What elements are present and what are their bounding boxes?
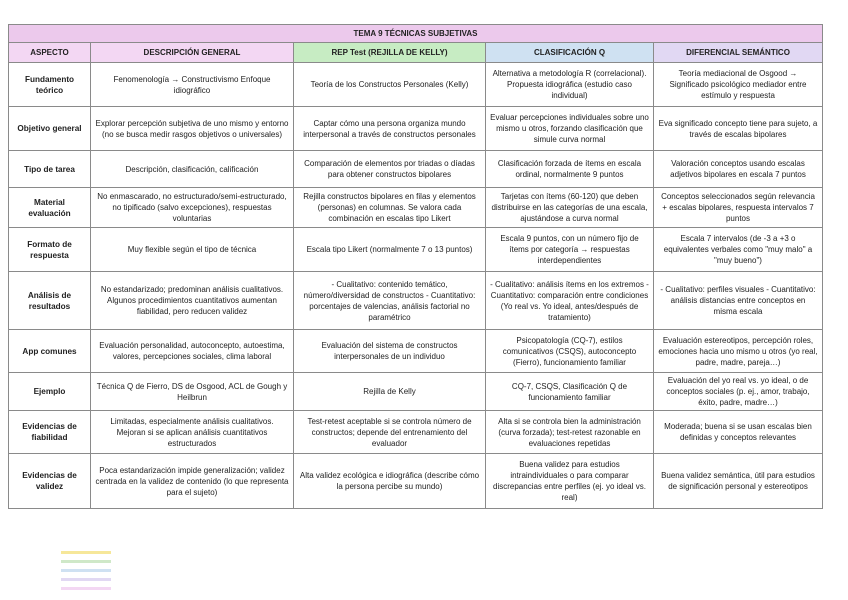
rep-cell: Captar cómo una persona organiza mundo interpersonal a través de constructos personales: [294, 107, 486, 151]
dif-cell: Evaluación estereotipos, percepción roles, emociones hacia uno mismo u otros (yo real, padre, madre, pareja…): [654, 330, 823, 373]
legend-line-2: [58, 559, 111, 564]
header-row: [9, 43, 823, 63]
desc-cell: Evaluación personalidad, autoconcepto, autoestima, valores, percepciones sociales, clima laboral: [91, 330, 294, 373]
dif-cell: Conceptos seleccionados según relevancia + escalas bipolares, respuesta intervalos 7 puntos: [654, 188, 823, 228]
table-row: [9, 454, 823, 509]
title-row: [9, 25, 823, 43]
dif-cell: Moderada; buena si se usan escalas bien definidas y conceptos relevantes: [654, 411, 823, 454]
rep-cell: Rejilla constructos bipolares en filas y elementos (personas) en columnas. Se valora cada combinación en escalas tipo Likert: [294, 188, 486, 228]
aspect-cell: Fundamento teórico: [9, 63, 91, 107]
table-row: [9, 63, 823, 107]
aspect-cell: Ejemplo: [9, 373, 91, 411]
desc-cell: Limitadas, especialmente análisis cualitativos. Mejoran si se aplican análisis cuantitativos estructurados: [91, 411, 294, 454]
rep-cell: Rejilla de Kelly: [294, 373, 486, 411]
dif-cell: Eva significado concepto tiene para sujeto, a través de escalas bipolares: [654, 107, 823, 151]
dif-cell: - Cualitativo: perfiles visuales - Cuantitativo: análisis distancias entre conceptos en misma escala: [654, 272, 823, 330]
header-clasificacion-q: CLASIFICACIÓN Q: [486, 43, 654, 63]
dif-cell: Buena validez semántica, útil para estudios de significación personal y estereotipos: [654, 454, 823, 509]
table-row: [9, 151, 823, 188]
highlight-legend: [28, 548, 158, 594]
rep-cell: Evaluación del sistema de constructos interpersonales de un individuo: [294, 330, 486, 373]
dif-cell: Valoración conceptos usando escalas adjetivos bipolares en escala 7 puntos: [654, 151, 823, 188]
rep-cell: Escala tipo Likert (normalmente 7 o 13 puntos): [294, 228, 486, 272]
table-row: [9, 188, 823, 228]
aspect-cell: Evidencias de validez: [9, 454, 91, 509]
clas-cell: Alta si se controla bien la administración (curva forzada); test-retest razonable en evaluaciones repetidas: [486, 411, 654, 454]
header-rep-test: REP Test (REJILLA DE KELLY): [294, 43, 486, 63]
desc-cell: Técnica Q de Fierro, DS de Osgood, ACL de Gough y Heilbrun: [91, 373, 294, 411]
aspect-cell: Tipo de tarea: [9, 151, 91, 188]
table-row: [9, 107, 823, 151]
summary-table-wrapper: [8, 24, 822, 509]
dif-cell: Teoría mediacional de Osgood → Significado psicológico mediador entre estímulo y respuesta: [654, 63, 823, 107]
header-diferencial: DIFERENCIAL SEMÁNTICO: [654, 43, 823, 63]
table-row: [9, 228, 823, 272]
legend-line-5: [58, 586, 111, 591]
clas-cell: Alternativa a metodología R (correlacional). Propuesta idiográfica (estudio caso individual): [486, 63, 654, 107]
clas-cell: - Cualitativo: análisis ítems en los extremos - Cuantitativo: comparación entre condiciones (Yo real vs. Yo ideal, antes/después de tratamiento): [486, 272, 654, 330]
table-row: [9, 330, 823, 373]
header-descripcion: DESCRIPCIÓN GENERAL: [91, 43, 294, 63]
aspect-cell: Evidencias de fiabilidad: [9, 411, 91, 454]
clas-cell: Clasificación forzada de ítems en escala ordinal, normalmente 9 puntos: [486, 151, 654, 188]
table-row: [9, 272, 823, 330]
desc-cell: Fenomenología → Constructivismo Enfoque idiográfico: [91, 63, 294, 107]
clas-cell: CQ-7, CSQS, Clasificación Q de funcionamiento familiar: [486, 373, 654, 411]
aspect-cell: Objetivo general: [9, 107, 91, 151]
desc-cell: Poca estandarización impide generalización; validez centrada en la validez de contenido (lo que representa para el sujeto): [91, 454, 294, 509]
table-row: [9, 373, 823, 411]
summary-table: [8, 24, 823, 509]
legend-line-4: [58, 577, 111, 582]
aspect-cell: Material evaluación: [9, 188, 91, 228]
dif-cell: Evaluación del yo real vs. yo ideal, o de conceptos sociales (p. ej., amor, trabajo, éxito, padre, madre…): [654, 373, 823, 411]
table-row: [9, 411, 823, 454]
aspect-cell: Formato de respuesta: [9, 228, 91, 272]
legend-line-1: [58, 550, 111, 555]
table-body: [9, 63, 823, 509]
table-title: TEMA 9 TÉCNICAS SUBJETIVAS: [9, 25, 823, 43]
dif-cell: Escala 7 intervalos (de -3 a +3 o equivalentes verbales como "muy malo" a "muy bueno"): [654, 228, 823, 272]
aspect-cell: App comunes: [9, 330, 91, 373]
desc-cell: No enmascarado, no estructurado/semi-estructurado, no tipificado (salvo excepciones), respuestas voluntarias: [91, 188, 294, 228]
clas-cell: Psicopatología (CQ-7), estilos comunicativos (CSQS), autoconcepto (Fierro), funcionamiento familiar: [486, 330, 654, 373]
rep-cell: - Cualitativo: contenido temático, número/diversidad de constructos - Cuantitativo: porcentajes de valencias, análisis factorial no paramétrico: [294, 272, 486, 330]
clas-cell: Tarjetas con ítems (60-120) que deben distribuirse en las categorías de una escala, ajustándose a curva normal: [486, 188, 654, 228]
desc-cell: Muy flexible según el tipo de técnica: [91, 228, 294, 272]
clas-cell: Escala 9 puntos, con un número fijo de ítems por categoría → respuestas interdependientes: [486, 228, 654, 272]
desc-cell: No estandarizado; predominan análisis cualitativos. Algunos procedimientos cuantitativos aumentan fiabilidad, pero reducen validez: [91, 272, 294, 330]
rep-cell: Teoría de los Constructos Personales (Kelly): [294, 63, 486, 107]
aspect-cell: Análisis de resultados: [9, 272, 91, 330]
desc-cell: Explorar percepción subjetiva de uno mismo y entorno (no se busca medir rasgos objetivos o universales): [91, 107, 294, 151]
legend-line-3: [58, 568, 111, 573]
clas-cell: Buena validez para estudios intraindividuales o para comparar discrepancias entre perfiles (ej. yo ideal vs. real): [486, 454, 654, 509]
clas-cell: Evaluar percepciones individuales sobre uno mismo u otros, forzando clasificación que simule curva normal: [486, 107, 654, 151]
desc-cell: Descripción, clasificación, calificación: [91, 151, 294, 188]
rep-cell: Comparación de elementos por triadas o díadas para obtener constructos bipolares: [294, 151, 486, 188]
header-aspecto: ASPECTO: [9, 43, 91, 63]
rep-cell: Alta validez ecológica e idiográfica (describe cómo la persona percibe su mundo): [294, 454, 486, 509]
rep-cell: Test-retest aceptable si se controla número de constructos; depende del entrenamiento del evaluador: [294, 411, 486, 454]
